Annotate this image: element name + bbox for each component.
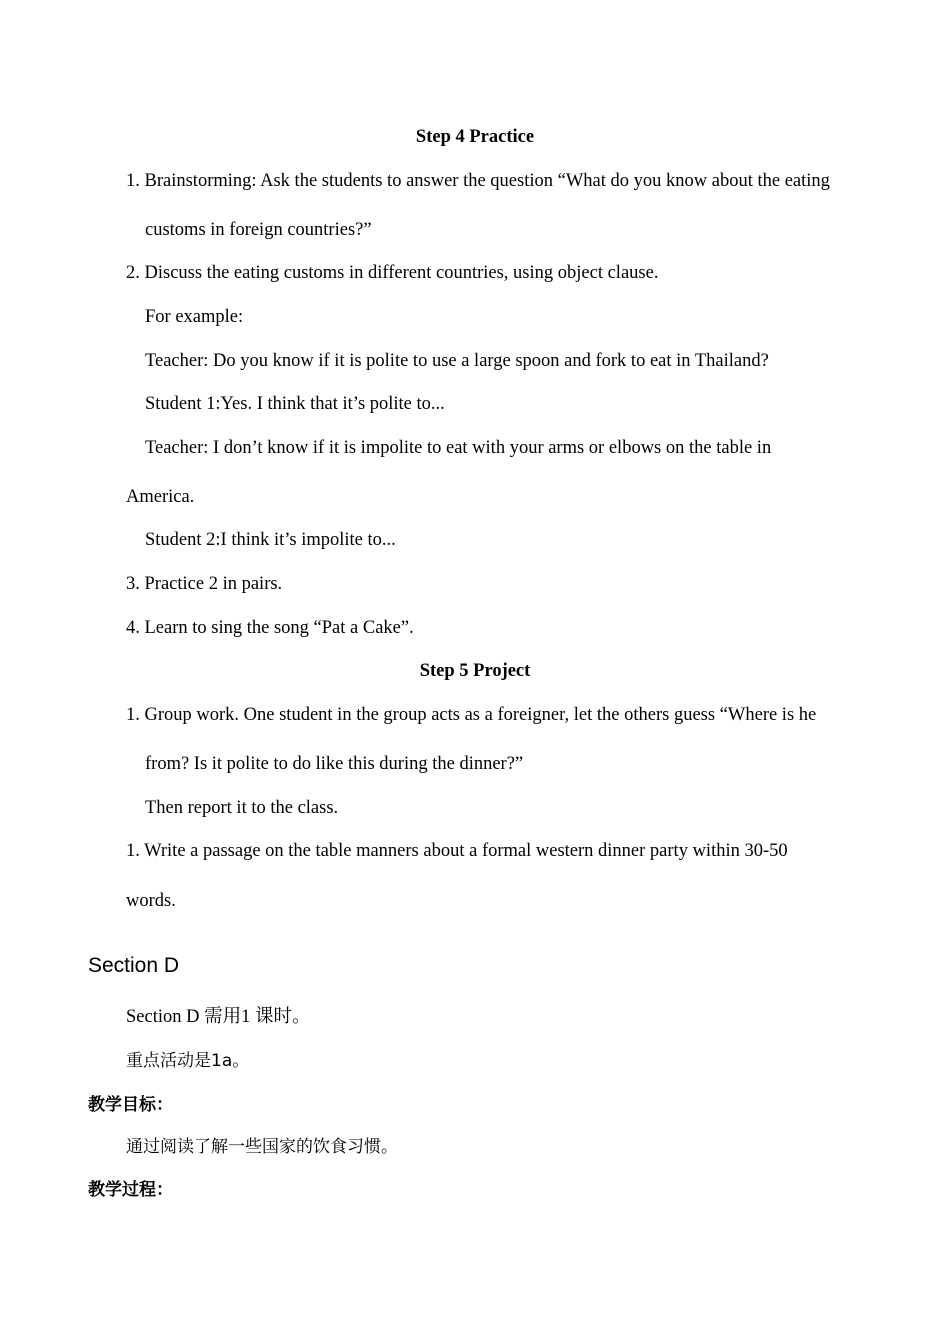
- section-d-lesson-time: Section D 需用1 课时。: [126, 1007, 311, 1027]
- step4-student2: Student 2:I think it’s impolite to...: [145, 530, 396, 550]
- step4-student1: Student 1:Yes. I think that it’s polite to...: [145, 394, 445, 414]
- section-d-heading: Section D: [88, 954, 180, 977]
- step4-heading: Step 4 Practice: [415, 127, 535, 147]
- step4-item4: 4. Learn to sing the song “Pat a Cake”.: [126, 618, 414, 638]
- step4-item1-line2: customs in foreign countries?”: [145, 220, 372, 240]
- step4-item2: 2. Discuss the eating customs in different countries, using object clause.: [126, 263, 659, 283]
- step5-item1-line2: from? Is it polite to do like this during the dinner?”: [145, 754, 524, 774]
- step4-teacher1: Teacher: Do you know if it is polite to use a large spoon and fork to eat in Thailand?: [145, 351, 769, 371]
- step4-item1-line1: 1. Brainstorming: Ask the students to answer the question “What do you know about the eating: [126, 171, 830, 191]
- section-d-key-activity: 重点活动是1a。: [126, 1051, 250, 1071]
- teaching-process-label: 教学过程：: [88, 1180, 173, 1200]
- step5-item2-line1: 1. Write a passage on the table manners about a formal western dinner party within 30-50: [126, 841, 788, 861]
- step5-item2-line2: words.: [126, 891, 176, 911]
- step4-item3: 3. Practice 2 in pairs.: [126, 574, 283, 594]
- step5-item1-line1: 1. Group work. One student in the group acts as a foreigner, let the others guess “Where is he: [126, 705, 817, 725]
- step4-example-label: For example:: [145, 307, 244, 327]
- step4-teacher2-line2: America.: [126, 487, 195, 507]
- step5-item1-line3: Then report it to the class.: [145, 798, 339, 818]
- step5-heading: Step 5 Project: [419, 661, 531, 681]
- teaching-goal-label: 教学目标：: [88, 1095, 173, 1115]
- step4-teacher2-line1: Teacher: I don’t know if it is impolite to eat with your arms or elbows on the table in: [145, 438, 772, 458]
- teaching-goal-text: 通过阅读了解一些国家的饮食习惯。: [126, 1137, 398, 1157]
